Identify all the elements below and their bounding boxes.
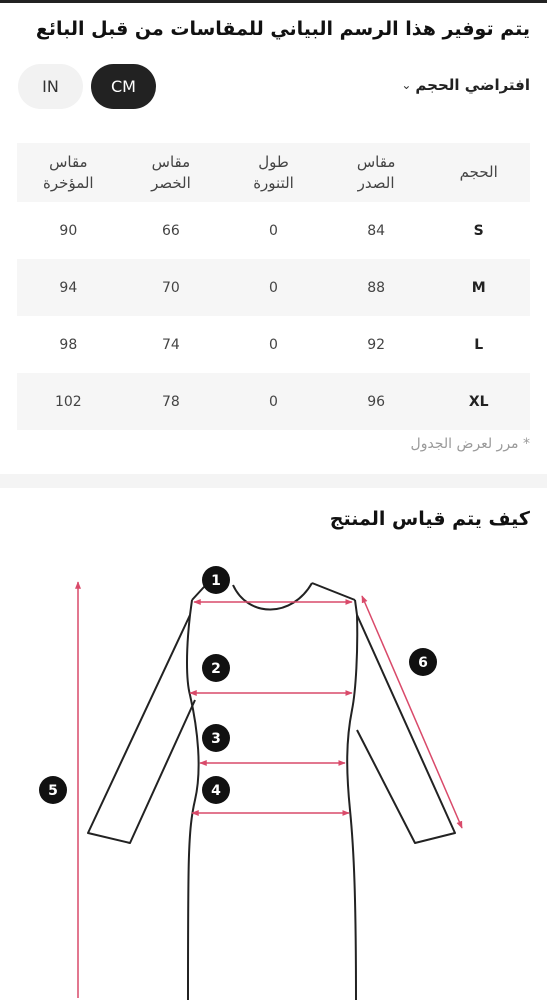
marker-2-icon	[202, 654, 230, 682]
svg-text:5: 5	[48, 783, 58, 799]
size-type-dropdown[interactable]	[401, 76, 530, 94]
skirt-length-cell: 0	[269, 279, 278, 296]
bust-cell: 92	[367, 336, 386, 353]
svg-text:3: 3	[211, 731, 221, 747]
svg-text:1: 1	[211, 573, 221, 589]
how-to-measure-title: كيف يتم قياس المنتج	[329, 508, 530, 530]
svg-text:2: 2	[211, 661, 221, 677]
size-type-label: افتراضي الحجم	[415, 76, 530, 94]
scroll-hint: * مرر لعرض الجدول	[410, 436, 530, 452]
svg-text:4: 4	[211, 783, 221, 799]
skirt-length-cell: 0	[269, 393, 278, 410]
page-title: يتم توفير هذا الرسم البياني للمقاسات من قبل البائع	[35, 18, 530, 40]
table-row	[17, 316, 530, 373]
section-divider	[0, 474, 547, 488]
skirt-length-cell: 0	[269, 336, 278, 353]
size-cell: M	[471, 279, 486, 296]
header-hip: مقاس المؤخرة	[43, 152, 94, 192]
waist-cell: 78	[162, 393, 180, 410]
dress-measurement-diagram	[0, 560, 547, 1000]
unit-cm-button[interactable]: CM	[91, 64, 156, 109]
size-cell: XL	[468, 393, 489, 410]
skirt-length-cell: 0	[269, 222, 278, 239]
marker-3-icon	[202, 724, 230, 752]
bust-cell: 96	[367, 393, 386, 410]
sleeve-measure-line	[362, 596, 462, 828]
marker-4-icon	[202, 776, 230, 804]
dress-outline	[88, 575, 455, 1000]
size-chart-table	[17, 143, 530, 430]
hip-cell: 90	[59, 222, 78, 239]
bust-cell: 88	[367, 279, 386, 296]
unit-in-button[interactable]: IN	[18, 64, 83, 109]
marker-1-icon	[202, 566, 230, 594]
hip-cell: 102	[54, 393, 82, 410]
top-border	[0, 0, 547, 3]
chevron-down-icon: ⌄	[401, 78, 412, 92]
waist-cell: 70	[162, 279, 180, 296]
table-header-row	[17, 143, 530, 202]
unit-toggle	[18, 64, 156, 109]
table-row	[17, 259, 530, 316]
marker-6-icon	[409, 648, 437, 676]
waist-cell: 66	[162, 222, 180, 239]
waist-cell: 74	[162, 336, 180, 353]
hip-cell: 98	[59, 336, 78, 353]
header-bust: مقاس الصدر	[356, 152, 396, 192]
table-row	[17, 373, 530, 430]
header-size: الحجم	[459, 163, 498, 181]
hip-cell: 94	[59, 279, 78, 296]
marker-5-icon	[39, 776, 67, 804]
bust-cell: 84	[367, 222, 386, 239]
svg-text:6: 6	[418, 655, 428, 671]
table-row	[17, 202, 530, 259]
measurement-lines	[78, 582, 462, 998]
header-skirt-length: طول التنورة	[253, 152, 294, 192]
size-cell: S	[473, 222, 484, 239]
header-waist: مقاس الخصر	[151, 152, 191, 192]
size-cell: L	[474, 336, 484, 353]
